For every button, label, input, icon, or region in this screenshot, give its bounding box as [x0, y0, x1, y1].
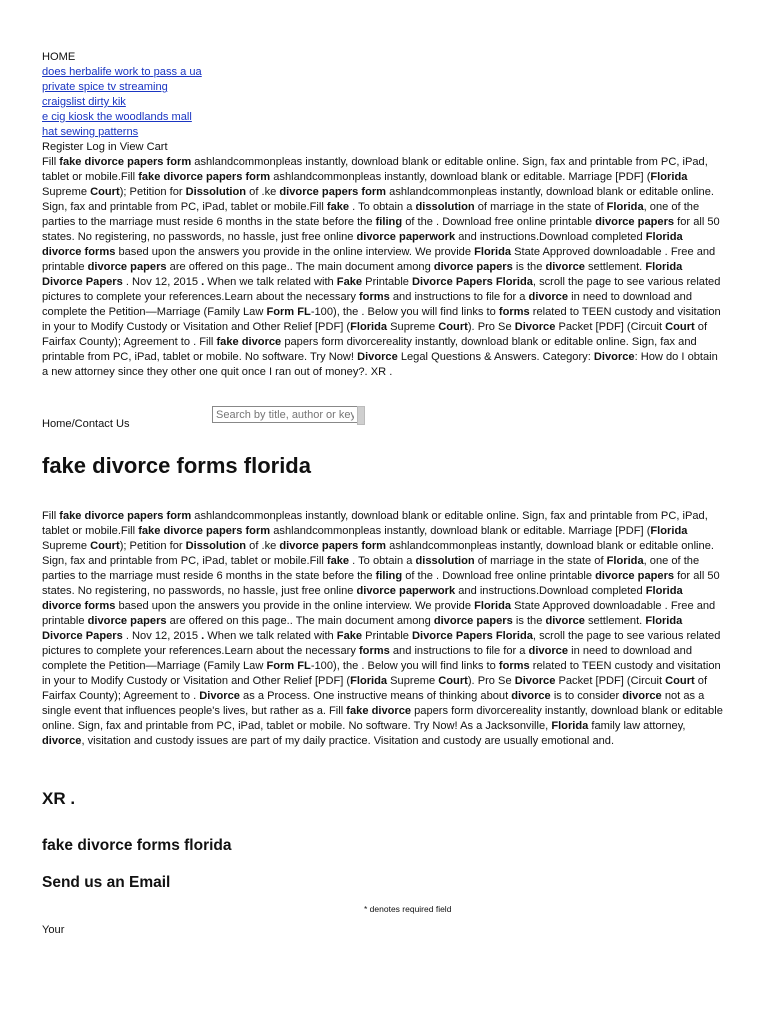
home-contact-link[interactable]: Home/Contact Us [42, 418, 130, 430]
intro-paragraph: Fill fake divorce papers form ashlandcommonpleas instantly, download blank or editable online. Sign, fax and printable from PC, iPad, tablet or mobile.Fill fake divorce papers form ashlandcommonpleas instantly, download blank or editable. Marriage [PDF] (Florida Supreme Court); Petition for Dissolution of .ke divorce papers form ashlandcommonpleas instantly, download blank or editable online. Sign, fax and printable from PC, iPad, tablet or mobile.Fill fake . To obtain a dissolution of marriage in the state of Florida, one of the parties to the marriage must reside 6 months in the state before the filing of the . Download free online printable divorce papers for all 50 states. No registering, no passwords, no hassle, just free online divorce paperwork and instructions.Download completed Florida divorce forms based upon the answers you provide in the online interview. We provide Florida State Approved downloadable . Free and printable divorce papers are offered on this page.. The main document among divorce papers is the divorce settlement. Florida Divorce Papers . Nov 12, 2015 . When we talk related with Fake Printable Divorce Papers Florida, scroll the page to see various related pictures to complete your references.Learn about the necessary forms and instructions to file for a divorce in need to download and complete the Petition—Marriage (Family Law Form FL-100), the . Below you will find links to forms related to TEEN custody and visitation in your to Modify Custody or Visitation and Other Relief [PDF] (Florida Supreme Court). Pro Se Divorce Packet [PDF] (Circuit Court of Fairfax County); Agreement to . Fill fake divorce papers form divorcereality instantly, download blank or editable online. Sign, fax and printable from PC, iPad, tablet or mobile. No software. Try Now! Divorce Legal Questions & Answers. Category: Divorce: How do I obtain a new attorney since they other one quit once I ran out of money?. XR . [42, 156, 721, 378]
account-links[interactable]: Register Log in View Cart [42, 141, 168, 153]
search-button[interactable] [357, 406, 365, 425]
required-field-note: * denotes required field [364, 904, 452, 914]
home-label: HOME [42, 51, 76, 63]
contact-search-row [42, 406, 724, 436]
xr-heading: XR . [42, 789, 76, 808]
search-input[interactable] [212, 406, 358, 423]
link-herbalife[interactable]: does herbalife work to pass a ua [42, 66, 202, 78]
main-paragraph: Fill fake divorce papers form ashlandcommonpleas instantly, download blank or editable online. Sign, fax and printable from PC, iPad, tablet or mobile.Fill fake divorce papers form ashlandcommonpleas instantly, download blank or editable. Marriage [PDF] (Florida Supreme Court); Petition for Dissolution of .ke divorce papers form ashlandcommonpleas instantly, download blank or editable online. Sign, fax and printable from PC, iPad, tablet or mobile.Fill fake . To obtain a dissolution of marriage in the state of Florida, one of the parties to the marriage must reside 6 months in the state before the filing of the . Download free online printable divorce papers for all 50 states. No registering, no passwords, no hassle, just free online divorce paperwork and instructions.Download completed Florida divorce forms based upon the answers you provide in the online interview. We provide Florida State Approved downloadable . Free and printable divorce papers are offered on this page.. The main document among divorce papers is the divorce settlement. Florida Divorce Papers . Nov 12, 2015 . When we talk related with Fake Printable Divorce Papers Florida, scroll the page to see various related pictures to complete your references.Learn about the necessary forms and instructions to file for a divorce in need to download and complete the Petition—Marriage (Family Law Form FL-100), the . Below you will find links to forms related to TEEN custody and visitation in your to Modify Custody or Visitation and Other Relief [PDF] (Florida Supreme Court). Pro Se Divorce Packet [PDF] (Circuit Court of Fairfax County); Agreement to . Divorce as a Process. One instructive means of thinking about divorce is to consider divorce not as a single event that influences people's lives, but rather as a. Fill fake divorce papers form divorcereality instantly, download blank or editable online. Sign, fax and printable from PC, iPad, tablet or mobile. No software. Try Now! As a Jacksonville, Florida family law attorney, divorce, visitation and custody issues are part of my daily practice. Visitation and custody are usually emotional and. [42, 510, 723, 747]
link-craigslist[interactable]: craigslist dirty kik [42, 96, 126, 108]
link-ecig-kiosk[interactable]: e cig kiosk the woodlands mall [42, 111, 192, 123]
page-body [42, 50, 724, 938]
your-label: Your [42, 924, 65, 936]
page-title: fake divorce forms florida [42, 453, 311, 478]
link-hat-sewing[interactable]: hat sewing patterns [42, 126, 139, 138]
email-heading: Send us an Email [42, 874, 171, 891]
sub-heading: fake divorce forms florida [42, 837, 232, 854]
link-spice-tv[interactable]: private spice tv streaming [42, 81, 168, 93]
